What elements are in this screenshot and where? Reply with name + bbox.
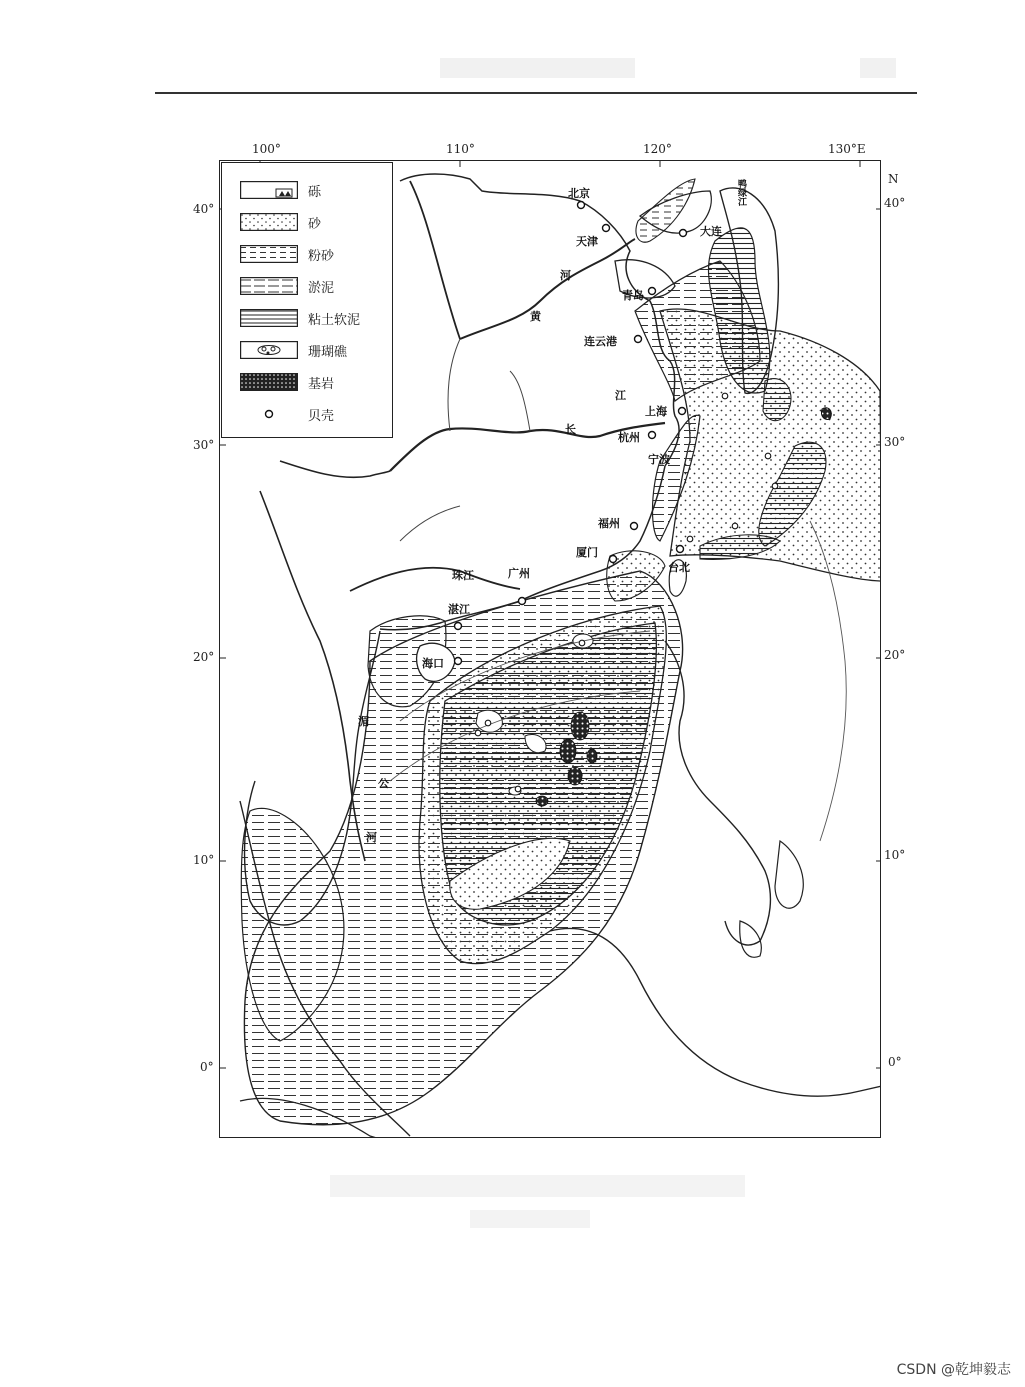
label-mekong-1: 湄	[358, 715, 369, 728]
huanghe-upper	[410, 181, 460, 339]
header-smudge-left	[440, 58, 635, 78]
philippines-islands	[740, 841, 803, 957]
header-smudge-right	[860, 58, 896, 78]
lat-label-left-0: 0°	[200, 1060, 214, 1074]
footer-smudge-1	[330, 1175, 745, 1197]
silt-swatch-icon	[240, 245, 298, 263]
legend-item-sand	[240, 211, 321, 233]
label-ningbo: 宁波	[648, 453, 670, 466]
legend-label-mud: 淤泥	[308, 280, 335, 296]
label-haikou: 海口	[422, 657, 444, 670]
label-guangzhou: 广州	[508, 567, 530, 580]
lat-label-left-40: 40°	[193, 202, 215, 216]
legend-item-silt	[240, 243, 334, 265]
sand-swatch-icon	[240, 213, 298, 231]
mud-swatch-icon	[240, 277, 298, 295]
lon-label-120: 120°	[643, 142, 672, 156]
ecs-bedrock	[821, 408, 831, 420]
lat-label-right-20: 20°	[884, 648, 906, 662]
lat-label-right-10: 10°	[884, 848, 906, 862]
clay-swatch-icon	[240, 309, 298, 327]
label-xiamen: 厦门	[576, 546, 598, 559]
lat-label-right-40: 40°	[884, 196, 906, 210]
label-beijing: 北京	[568, 187, 590, 200]
lat-label-left-20: 20°	[193, 650, 215, 664]
label-yalu: 鸭绿江	[736, 179, 746, 206]
label-mekong-3: 河	[366, 831, 377, 844]
legend-label-silt: 粉砂	[308, 248, 335, 264]
borneo-coast	[550, 928, 881, 1096]
label-changjiang-1: 长	[565, 423, 576, 436]
zhujiang-river	[350, 568, 520, 591]
label-fuzhou: 福州	[598, 517, 620, 530]
gravel-swatch-icon	[240, 181, 298, 199]
label-taibei: 台北	[668, 561, 690, 574]
ecs-clay-patch-1	[763, 379, 791, 421]
changjiang-upper	[280, 461, 390, 477]
legend-item-clay	[240, 307, 360, 329]
label-tianjin: 天津	[576, 235, 598, 248]
legend-item-gravel	[240, 179, 321, 201]
label-mekong-2: 公	[378, 777, 389, 790]
legend-item-reef	[240, 339, 347, 361]
lon-label-100: 100°	[252, 142, 281, 156]
watermark: CSDN @乾坤毅志	[896, 1362, 1011, 1378]
bedrock-swatch-icon	[240, 373, 298, 391]
legend-label-sand: 砂	[308, 216, 322, 232]
reef-swatch-icon	[240, 341, 298, 359]
label-zhanjiang: 湛江	[448, 603, 470, 616]
label-huanghe-1: 黄	[530, 310, 541, 323]
philippines-coast	[665, 641, 770, 945]
page-rule	[155, 92, 917, 94]
lat-label-right-0: 0°	[888, 1055, 902, 1069]
lat-label-left-30: 30°	[193, 438, 215, 452]
label-huanghe-2: 河	[560, 269, 571, 282]
shell-symbol-icon	[240, 405, 298, 423]
label-hangzhou: 杭州	[618, 431, 640, 444]
legend-label-shell: 贝壳	[308, 408, 335, 424]
label-lianyungang: 连云港	[584, 335, 617, 348]
label-zhujiang: 珠江	[452, 569, 474, 582]
label-shanghai: 上海	[645, 405, 667, 418]
huanghe-river	[460, 239, 635, 339]
lat-label-left-10: 10°	[193, 853, 215, 867]
footer-smudge-2	[470, 1210, 590, 1228]
legend-item-mud	[240, 275, 334, 297]
lon-label-110: 110°	[446, 142, 475, 156]
legend-label-gravel: 砾	[308, 184, 322, 200]
label-dalian: 大连	[700, 225, 722, 238]
label-qingdao: 青岛	[622, 289, 644, 302]
label-changjiang-2: 江	[615, 389, 626, 402]
lat-label-right-30: 30°	[884, 435, 906, 449]
lat-label-right-n: N	[888, 172, 899, 186]
lon-label-130: 130°E	[828, 142, 866, 156]
map-legend	[221, 162, 393, 438]
legend-label-bedrock: 基岩	[308, 376, 335, 392]
legend-label-clay: 粘土软泥	[308, 312, 361, 328]
legend-item-bedrock	[240, 371, 334, 393]
legend-label-reef: 珊瑚礁	[308, 344, 348, 360]
legend-item-shell	[240, 403, 334, 425]
